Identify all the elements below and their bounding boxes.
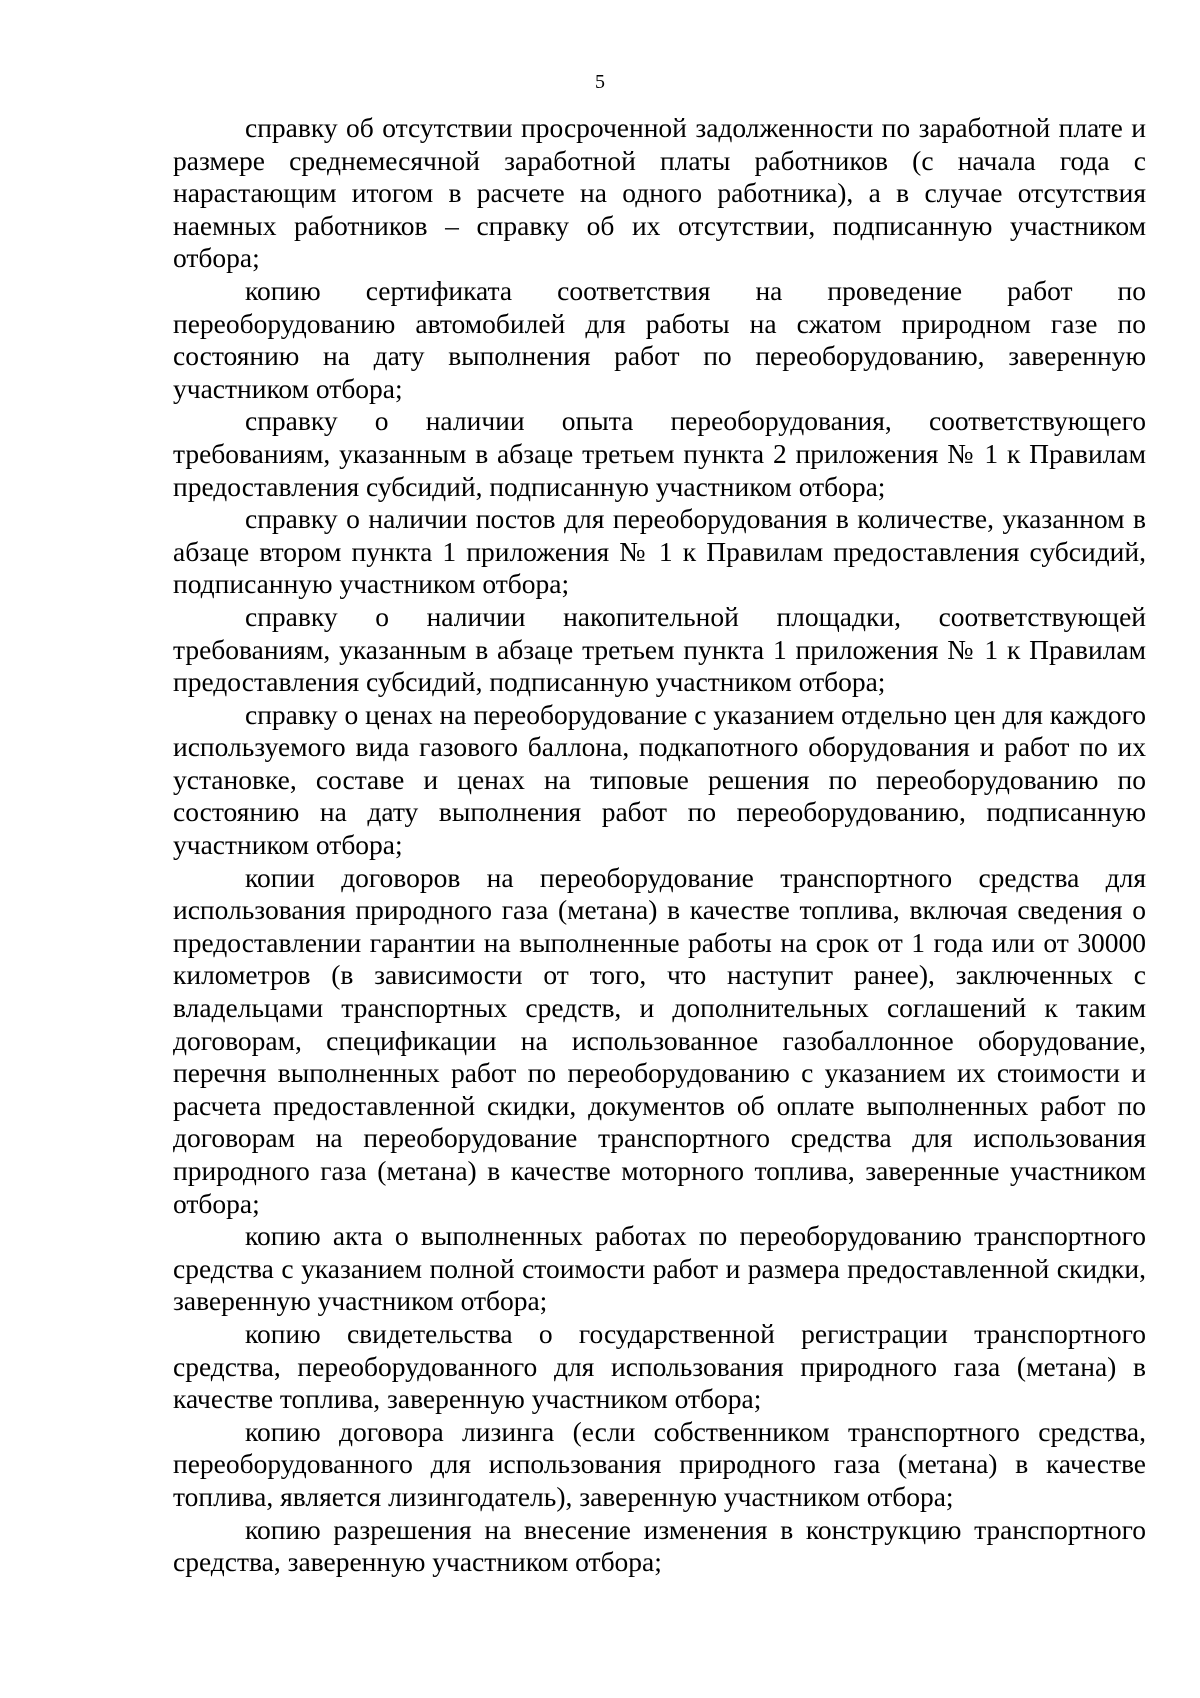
paragraph-leasing-contract: копию договора лизинга (если собственником транспортного средства, переоборудованного для использования природного газа (метана) в качестве топлива, является лизингодатель), заверенную участником отбора; <box>173 1415 1146 1512</box>
paragraph-conversion-contracts: копии договоров на переоборудование транспортного средства для использования природного газа (метана) в качестве топлива, включая сведения о предоставлении гарантии на выполненные работы на срок от 1 года или от 30000 километров (в зависимости от того, что наступит ранее), заключенных с владельцами транспортных средств, и дополнительных соглашений к таким договорам, спецификации на использованное газобаллонное оборудование, перечня выполненных работ по переоборудованию с указанием их стоимости и расчета предоставленной скидки, документов об оплате выполненных работ по договорам на переоборудование транспортного средства для использования природного газа (метана) в качестве моторного топлива, заверенные участником отбора; <box>173 861 1146 1219</box>
paragraph-conformity-certificate: копию сертификата соответствия на проведение работ по переоборудованию автомобилей для работы на сжатом природном газе по состоянию на дату выполнения работ по переоборудованию, заверенную участником отбора; <box>173 274 1146 404</box>
paragraph-prices-certificate: справку о ценах на переоборудование с указанием отдельно цен для каждого используемого вида газового баллона, подкапотного оборудования и работ по их установке, составе и ценах на типовые решения по переоборудованию по состоянию на дату выполнения работ по переоборудованию, подписанную участником отбора; <box>173 698 1147 861</box>
paragraph-posts-certificate: справку о наличии постов для переоборудования в количестве, указанном в абзаце втором пункта 1 приложения № 1 к Правилам предоставления субсидий, подписанную участником отбора; <box>173 503 1146 600</box>
paragraph-design-change-permit: копию разрешения на внесение изменения в конструкцию транспортного средства, заверенную участником отбора; <box>173 1513 1146 1578</box>
document-body <box>173 112 1146 1579</box>
paragraph-storage-area-certificate: справку о наличии накопительной площадки, соответствующей требованиям, указанным в абзаце третьем пункта 1 приложения № 1 к Правилам предоставления субсидий, подписанную участником отбора; <box>173 600 1146 698</box>
paragraph-work-act: копию акта о выполненных работах по переоборудованию транспортного средства с указанием полной стоимости работ и размера предоставленной скидки, заверенную участником отбора; <box>173 1220 1146 1317</box>
paragraph-experience-certificate: справку о наличии опыта переоборудования, соответствующего требованиям, указанным в абзаце третьем пункта 2 приложения № 1 к Правилам предоставления субсидий, подписанную участником отбора; <box>173 405 1146 502</box>
paragraph-registration-certificate: копию свидетельства о государственной регистрации транспортного средства, переоборудованного для использования природного газа (метана) в качестве топлива, заверенную участником отбора; <box>173 1317 1146 1415</box>
page-number: 5 <box>595 71 605 93</box>
paragraph-salary-debt-certificate: справку об отсутствии просроченной задолженности по заработной плате и размере среднемесячной заработной платы работников (с начала года с нарастающим итогом в расчете на одного работника), а в случае отсутствия наемных работников – справку об их отсутствии, подписанную участником отбора; <box>173 112 1146 274</box>
